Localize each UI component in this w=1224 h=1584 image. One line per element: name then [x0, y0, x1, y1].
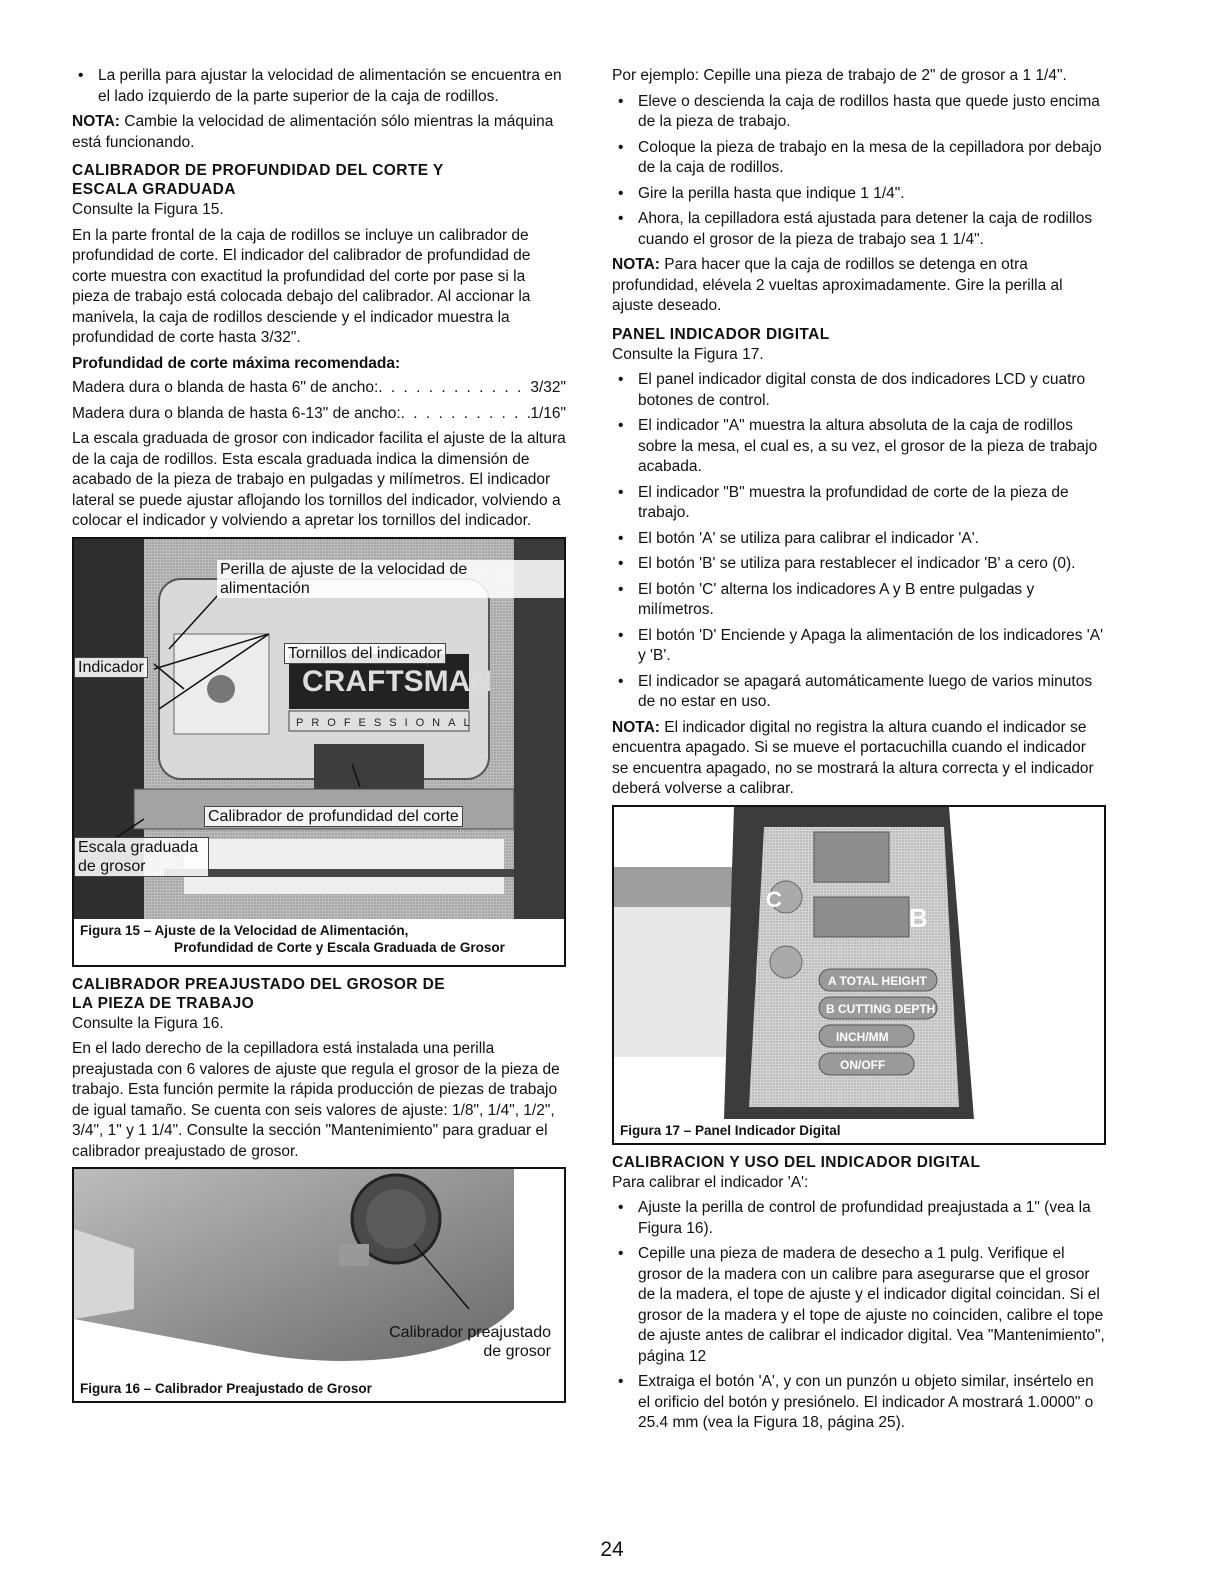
button-a-total-height: A TOTAL HEIGHT	[828, 973, 927, 988]
note-digital-off	[612, 718, 1106, 800]
figure-reference: Consulte la Figura 15.	[72, 201, 224, 218]
digital-panel-bullet-list	[612, 370, 1106, 713]
spec-label: Madera dura o blanda de hasta 6" de ancho:	[72, 379, 379, 396]
spec-label: Madera dura o blanda de hasta 6-13" de ancho:	[72, 404, 401, 422]
list-item: • El botón 'A' se utiliza para calibrar el indicador 'A'.	[612, 529, 1106, 550]
note-text: El indicador digital no registra la altura cuando el indicador se encuentra apagado. Si se mueve el portacuchilla cuando el indicador se encuentra apagado, no se mostrará la altura correcta y el indicador deberá volverse a calibrar.	[612, 718, 1094, 797]
brand-logo: CRAFTSMAN	[302, 664, 492, 698]
list-item: • Ahora, la cepilladora está ajustada para detener la caja de rodillos cuando el grosor de la pieza de trabajo sea 1 1/4".	[612, 209, 1106, 250]
list-item: • El indicador "B" muestra la profundidad de corte de la pieza de trabajo.	[612, 483, 1106, 524]
button-b-cutting-depth: B CUTTING DEPTH	[826, 1001, 936, 1016]
list-item: • El botón 'C' alterna los indicadores A y B entre pulgadas y milímetros.	[612, 580, 1106, 621]
digital-panel-photo	[614, 807, 1104, 1119]
section-heading-calibration: CALIBRACION Y USO DEL INDICADOR DIGITAL	[612, 1153, 981, 1171]
note-label: NOTA:	[612, 718, 660, 736]
figure-15	[72, 537, 566, 967]
left-column	[72, 66, 566, 1409]
figure-caption	[74, 919, 564, 960]
caption-line: Profundidad de Corte y Escala Graduada de Grosor	[174, 939, 505, 955]
callout-thickness-scale: Escala graduada de grosor	[74, 837, 209, 877]
dot-leader	[401, 404, 531, 425]
figure-reference: Consulte la Figura 17.	[612, 345, 764, 363]
spec-row	[72, 378, 566, 399]
figure-16	[72, 1167, 566, 1403]
callout-indicator: Indicador	[74, 657, 148, 678]
note-feed-speed	[72, 112, 566, 153]
display-b-letter: B	[909, 902, 928, 933]
list-item: • Gire la perilla hasta que indique 1 1/4".	[612, 184, 1106, 205]
callout-indicator-screws: Tornillos del indicador	[284, 643, 446, 664]
brand-subtitle: PROFESSIONAL	[296, 716, 478, 729]
callout-depth-gauge: Calibrador de profundidad del corte	[204, 806, 463, 827]
callout-feed-knob: Perilla de ajuste de la velocidad de alimentación	[217, 560, 564, 598]
calibration-bullet-list	[612, 1198, 1106, 1434]
button-on-off: ON/OFF	[840, 1057, 886, 1072]
paragraph: En el lado derecho de la cepilladora está instalada una perilla preajustada con 6 valores de ajuste que regula el grosor de la pieza de trabajo. Esta función permite la rápida producción de piezas de trabajo de igual tamaño. Se cuenta con seis valores de ajuste: 1/8", 1/4", 1/2", 3/4", 1" y 1 1/4". Consulte la sección "Mantenimiento" para graduar el calibrador preajustado de grosor.	[72, 1040, 560, 1160]
figure-caption: Figura 17 – Panel Indicador Digital	[614, 1119, 1104, 1143]
note-text: Para hacer que la caja de rodillos se detenga en otra profundidad, elévela 2 vueltas aproximadamente. Gire la perilla al ajuste deseado.	[612, 256, 1063, 314]
callout-preset-gauge: Calibrador preajustado de grosor	[389, 1324, 551, 1360]
list-item: • Ajuste la perilla de control de profundidad preajustada a 1" (vea la Figura 16).	[612, 1198, 1106, 1239]
example-bullet-list	[612, 92, 1106, 251]
preset-gauge-photo	[74, 1169, 564, 1377]
figure-17	[612, 805, 1106, 1145]
list-item: • Cepille una pieza de madera de desecho a 1 pulg. Verifique el grosor de la madera con un calibre para asegurarse que el grosor de la madera, el tope de ajuste y el indicador digital coincidan. Si el grosor de la madera y el tope de ajuste no coinciden, calibre el tope de ajuste antes de calibrar el indicador digital. Vea "Mantenimiento", página 12	[612, 1244, 1106, 1367]
heading-line: ESCALA GRADUADA	[72, 181, 236, 198]
page-number: 24	[600, 1538, 624, 1561]
section-heading-depth-gauge	[72, 161, 566, 199]
spec-row	[72, 404, 566, 425]
list-item: • El indicador "A" muestra la altura absoluta de la caja de rodillos sobre la mesa, el cual es, a su vez, el grosor de la pieza de trabajo acabada.	[612, 416, 1106, 478]
list-item: • El panel indicador digital consta de dos indicadores LCD y cuatro botones de control.	[612, 370, 1106, 411]
list-item: • El indicador se apagará automáticamente luego de varios minutos de no estar en uso.	[612, 672, 1106, 713]
feed-knob-bullet-list	[72, 66, 566, 107]
heading-line: LA PIEZA DE TRABAJO	[72, 994, 255, 1012]
calibration-intro: Para calibrar el indicador 'A':	[612, 1173, 809, 1191]
list-item: • Eleve o descienda la caja de rodillos hasta que quede justo encima de la pieza de trabajo.	[612, 92, 1106, 133]
heading-line: CALIBRADOR PREAJUSTADO DEL GROSOR DE	[72, 975, 445, 993]
note-text: Cambie la velocidad de alimentación sólo mientras la máquina está funcionando.	[72, 113, 554, 151]
button-c-letter: C	[766, 886, 782, 912]
list-item: • Extraiga el botón 'A', y con un punzón u objeto similar, insértelo en el orificio del botón y presiónelo. El indicador A mostrará 1.0000" o 25.4 mm (vea la Figura 18, página 25).	[612, 1372, 1106, 1434]
note-label: NOTA:	[72, 113, 120, 130]
heading-line: CALIBRADOR DE PROFUNDIDAD DEL CORTE Y	[72, 162, 444, 179]
caption-line: Figura 15 – Ajuste de la Velocidad de Alimentación,	[80, 922, 409, 938]
figure-reference: Consulte la Figura 16.	[72, 1014, 224, 1032]
dot-leader	[378, 378, 530, 399]
note-stop-depth	[612, 255, 1106, 317]
spec-value: 3/32"	[530, 379, 566, 396]
list-item: • La perilla para ajustar la velocidad de alimentación se encuentra en el lado izquierdo de la parte superior de la caja de rodillos.	[72, 66, 566, 107]
section-heading-preset-gauge	[72, 975, 566, 1013]
list-item: • El botón 'B' se utiliza para restablecer el indicador 'B' a cero (0).	[612, 554, 1106, 575]
list-item: • Coloque la pieza de trabajo en la mesa de la cepilladora por debajo de la caja de rodillos.	[612, 138, 1106, 179]
list-item: • El botón 'D' Enciende y Apaga la alimentación de los indicadores 'A' y 'B'.	[612, 626, 1106, 667]
button-inch-mm: INCH/MM	[836, 1029, 889, 1044]
paragraph: La escala graduada de grosor con indicador facilita el ajuste de la altura de la caja de rodillos. Esta escala graduada indica la dimensión de acabado de la pieza de trabajo en pulgadas y milímetros. El indicador lateral se puede ajustar aflojando los tornillos del indicador, volviendo a colocar el indicador y volviendo a apretar los tornillos del indicador.	[72, 430, 566, 529]
paragraph: En la parte frontal de la caja de rodillos se incluye un calibrador de profundidad de corte. El indicador del calibrador de profundidad de corte muestra con exactitud la profundidad del corte por pase si la pieza de trabajo está colocada debajo del calibrador. Al accionar la manivela, la caja de rodillos desciende y el indicador muestra la profundidad de corte hasta 3/32".	[72, 226, 531, 346]
figure-caption: Figura 16 – Calibrador Preajustado de Grosor	[74, 1377, 564, 1401]
note-label: NOTA:	[612, 256, 660, 273]
section-heading-digital-panel: PANEL INDICADOR DIGITAL	[612, 325, 830, 343]
example-paragraph: Por ejemplo: Cepille una pieza de trabajo de 2" de grosor a 1 1/4".	[612, 67, 1067, 84]
max-depth-heading: Profundidad de corte máxima recomendada:	[72, 354, 401, 372]
right-column	[612, 66, 1106, 1439]
planer-front-photo	[74, 539, 564, 919]
spec-value: 1/16"	[530, 404, 566, 422]
